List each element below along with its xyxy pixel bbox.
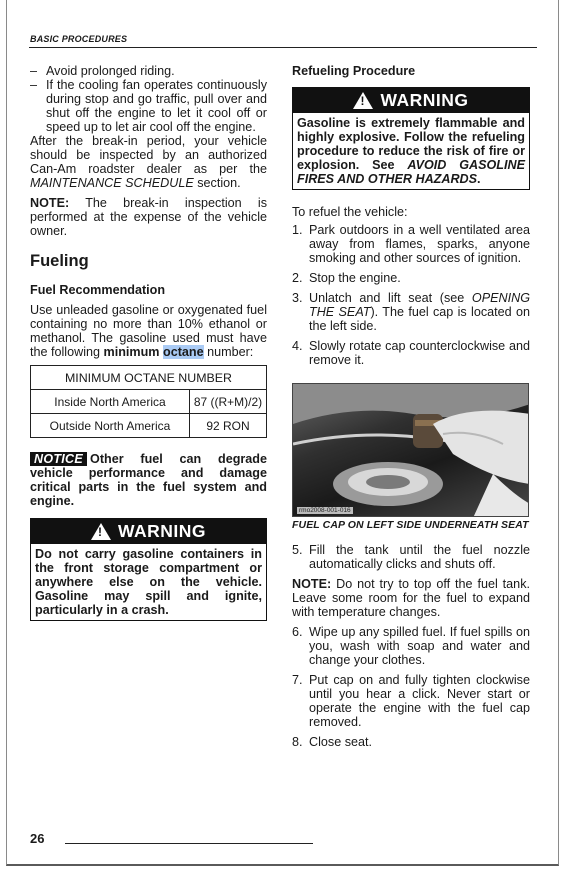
- list-item: 3. Unlatch and lift seat (see OPENING THE SEAT). The fuel cap is located on the left side.: [292, 291, 530, 333]
- header-rule: [29, 47, 537, 48]
- break-in-paragraph: After the break-in period, your vehicle should be inspected by an authorized Can-Am roadster dealer as per the MAINTENANCE SCHEDULE section.: [30, 134, 267, 190]
- top-off-note: NOTE: Do not try to top off the fuel tank. Leave some room for the fuel to expand with temperature changes.: [292, 577, 530, 619]
- list-item: 6. Wipe up any spilled fuel. If fuel spills on you, wash with soap and water and change your clothes.: [292, 625, 530, 667]
- highlighted-word: octane: [163, 345, 204, 359]
- page-number: 26: [30, 831, 45, 846]
- list-item: 4. Slowly rotate cap counterclockwise and remove it.: [292, 339, 530, 367]
- fuel-cap-illustration: [293, 384, 529, 517]
- octane-value-cell: 87 ((R+M)/2): [190, 390, 267, 414]
- photo-reference-code: rmo2008-001-016: [299, 507, 351, 514]
- table-row: [31, 414, 267, 438]
- region-cell: Outside North America: [31, 414, 190, 438]
- octane-table-header: MINIMUM OCTANE NUMBER: [31, 366, 267, 390]
- fuel-recommendation-heading: Fuel Recommendation: [30, 283, 166, 297]
- opening-seat-ref[interactable]: OPENING THE SEAT: [309, 291, 530, 319]
- left-column: [30, 64, 267, 621]
- bullet-item: – If the cooling fan operates continuously during stop and go traffic, pull over and shut off the engine to let it cool off or speed up to let air cool off the engine.: [30, 78, 267, 134]
- warning-box-flammable: [292, 87, 530, 190]
- fuel-cap-photo: [292, 383, 529, 517]
- warning-title: WARNING: [380, 90, 469, 110]
- fuel-recommendation-text: Use unleaded gasoline or oxygenated fuel containing no more than 10% ethanol or methanol. The gasoline used must have the following minimum octane number:: [30, 303, 267, 359]
- notice-label: NOTICE: [30, 452, 87, 466]
- refuel-steps-a: [292, 223, 530, 367]
- break-in-note: NOTE: The break-in inspection is performed at the expense of the vehicle owner.: [30, 196, 267, 238]
- warning-header: [31, 519, 266, 544]
- photo-caption: FUEL CAP ON LEFT SIDE UNDERNEATH SEAT: [292, 519, 529, 531]
- warning-text: Gasoline is extremely flammable and highly explosive. Follow the refueling procedure to reduce the risk of fire or explosion. See AVOID GASOLINE FIRES AND OTHER HAZARDS.: [297, 116, 525, 186]
- running-header: BASIC PROCEDURES: [30, 34, 128, 44]
- list-item: 7. Put cap on and fully tighten clockwise until you hear a click. Never start or operate the engine with the fuel cap removed.: [292, 673, 530, 729]
- warning-box-storage: [30, 518, 267, 621]
- octane-table: [30, 365, 267, 438]
- refuel-step-5: [292, 543, 530, 571]
- refuel-steps-b: [292, 625, 530, 749]
- warning-title: WARNING: [117, 521, 207, 541]
- warning-header: [293, 88, 529, 113]
- bullet-item: – Avoid prolonged riding.: [30, 64, 267, 78]
- list-item: 5. Fill the tank until the fuel nozzle automatically clicks and shuts off.: [292, 543, 530, 571]
- warning-triangle-icon: [91, 523, 111, 540]
- refuel-intro: To refuel the vehicle:: [292, 205, 408, 219]
- note-label: NOTE:: [30, 196, 70, 210]
- refueling-procedure-heading: Refueling Procedure: [292, 64, 416, 78]
- fueling-heading: Fueling: [30, 252, 89, 270]
- notice-paragraph: NOTICE Other fuel can degrade vehicle performance and damage critical parts in the fuel system and engine.: [30, 452, 267, 508]
- list-item: 8. Close seat.: [292, 735, 372, 749]
- maintenance-schedule-ref[interactable]: MAINTENANCE SCHEDULE: [30, 176, 194, 190]
- gasoline-fires-ref[interactable]: AVOID GASOLINE FIRES AND OTHER HAZARDS: [297, 158, 525, 186]
- warning-text: Do not carry gasoline containers in the front storage compartment or anywhere else on the vehicle. Gasoline may spill and ignite, particularly in a crash.: [35, 547, 262, 617]
- warning-triangle-icon: [353, 92, 373, 109]
- region-cell: Inside North America: [31, 390, 190, 414]
- footer-rule: [65, 843, 313, 844]
- break-in-bullets: [30, 64, 267, 134]
- table-row: [31, 390, 267, 414]
- right-column: [292, 64, 530, 749]
- note-label: NOTE:: [292, 577, 332, 591]
- list-item: 1. Park outdoors in a well ventilated area away from flames, sparks, anyone smoking and other sources of ignition.: [292, 223, 530, 265]
- list-item: 2. Stop the engine.: [292, 271, 401, 285]
- octane-value-cell: 92 RON: [190, 414, 267, 438]
